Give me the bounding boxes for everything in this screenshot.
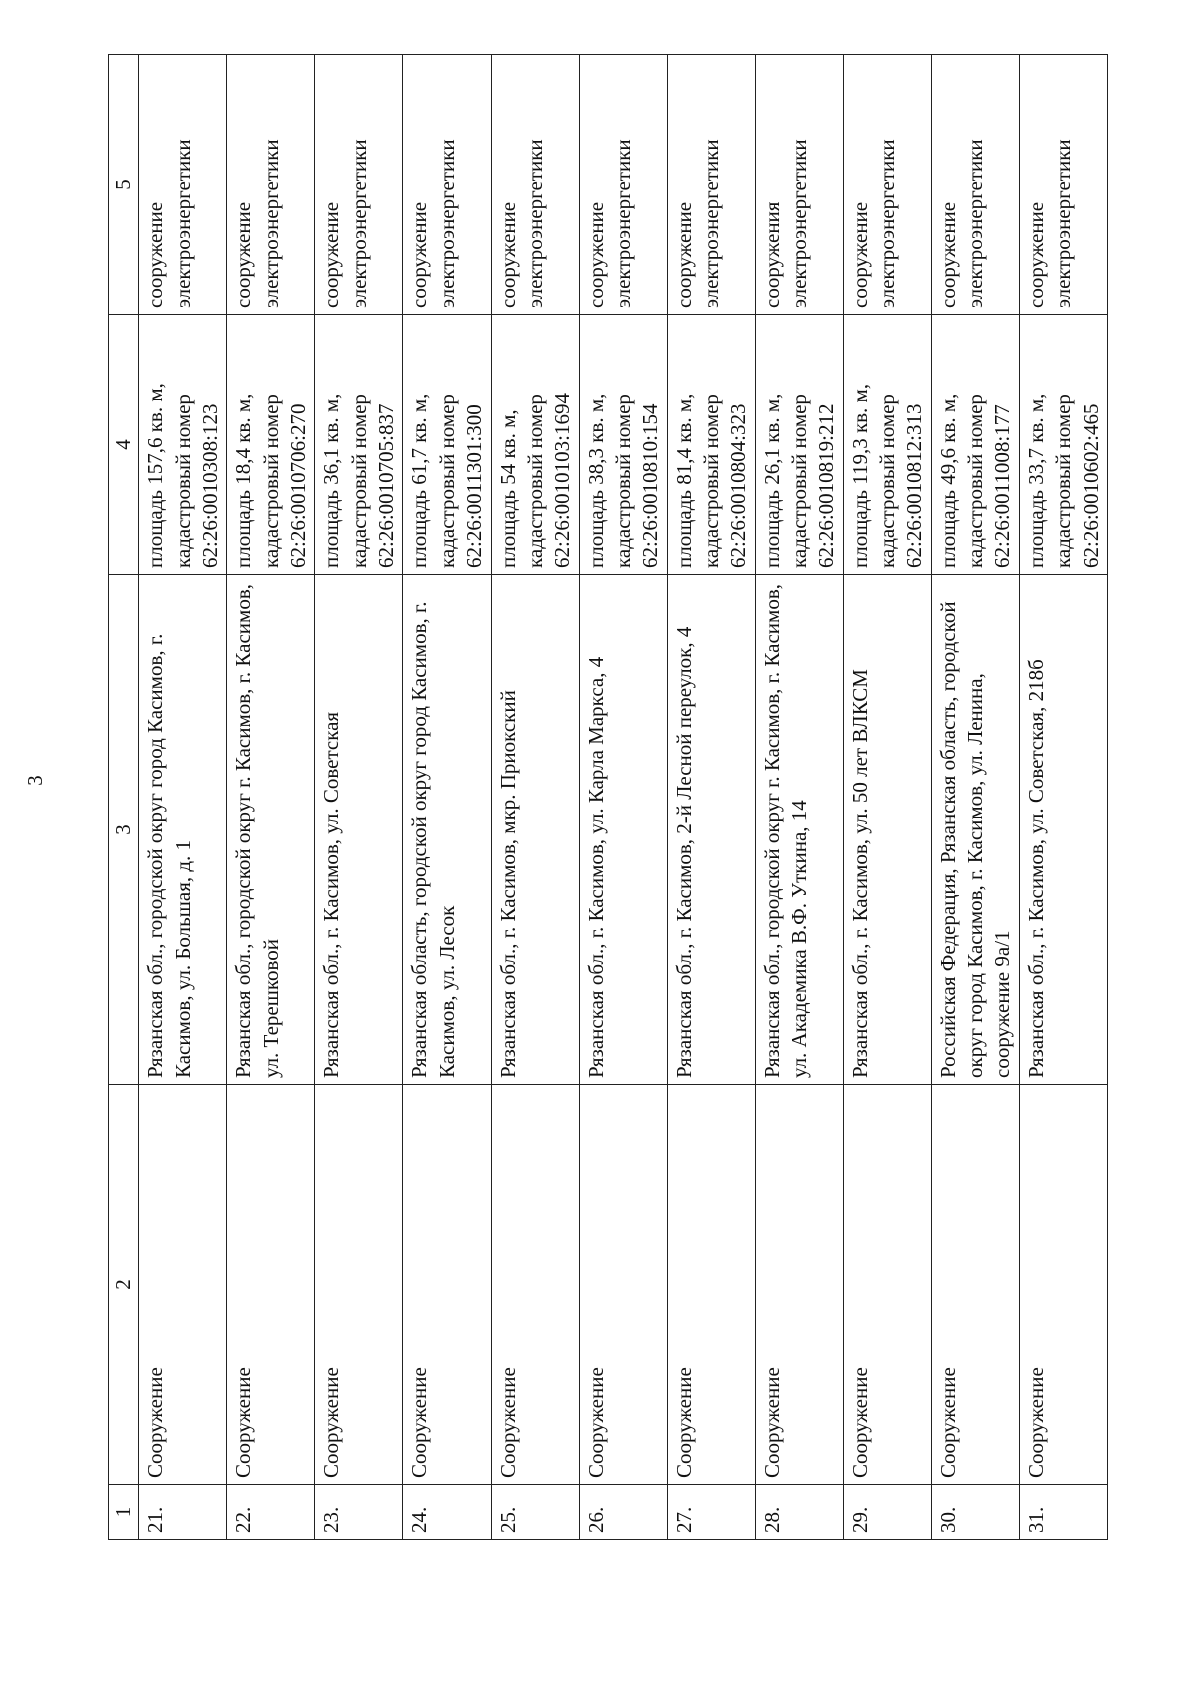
table-row [843, 55, 931, 1540]
row-number-cell: 24. [403, 1485, 491, 1540]
object-address-cell: Рязанская обл., г. Касимов, ул. Советская [315, 575, 403, 1085]
object-area-cadastral-cell: площадь 49,6 кв. м, кадастровый номер 62:26:0011008:177 [931, 315, 1019, 575]
table-row [315, 55, 403, 1540]
property-table [108, 54, 1108, 1540]
object-type-cell: Сооружение [755, 1085, 843, 1485]
object-address-cell: Рязанская обл., г. Касимов, 2-й Лесной переулок, 4 [667, 575, 755, 1085]
row-number-cell: 21. [139, 1485, 227, 1540]
column-header: 1 [109, 1485, 139, 1540]
row-number-cell: 27. [667, 1485, 755, 1540]
object-area-cadastral-cell: площадь 18,4 кв. м, кадастровый номер 62:26:0010706:270 [227, 315, 315, 575]
table-row [755, 55, 843, 1540]
object-purpose-cell: сооружение электроэнергетики [315, 55, 403, 315]
object-purpose-cell: сооружение электроэнергетики [931, 55, 1019, 315]
object-area-cadastral-cell: площадь 33,7 кв. м, кадастровый номер 62:26:0010602:465 [1019, 315, 1107, 575]
table-row [403, 55, 491, 1540]
object-address-cell: Рязанская область, городской округ город Касимов, г. Касимов, ул. Лесок [403, 575, 491, 1085]
row-number-cell: 31. [1019, 1485, 1107, 1540]
row-number-cell: 26. [579, 1485, 667, 1540]
object-purpose-cell: сооружение электроэнергетики [139, 55, 227, 315]
table-row [227, 55, 315, 1540]
object-area-cadastral-cell: площадь 119,3 кв. м, кадастровый номер 62:26:0010812:313 [843, 315, 931, 575]
object-type-cell: Сооружение [843, 1085, 931, 1485]
object-address-cell: Рязанская обл., городской округ г. Касимов, г. Касимов, ул. Терешковой [227, 575, 315, 1085]
object-type-cell: Сооружение [1019, 1085, 1107, 1485]
table-row [1019, 55, 1107, 1540]
object-purpose-cell: сооружение электроэнергетики [491, 55, 579, 315]
object-purpose-cell: сооружение электроэнергетики [579, 55, 667, 315]
row-number-cell: 30. [931, 1485, 1019, 1540]
object-purpose-cell: сооружение электроэнергетики [227, 55, 315, 315]
table-header-row [109, 55, 139, 1540]
object-area-cadastral-cell: площадь 26,1 кв. м, кадастровый номер 62:26:0010819:212 [755, 315, 843, 575]
object-type-cell: Сооружение [139, 1085, 227, 1485]
object-purpose-cell: сооружение электроэнергетики [1019, 55, 1107, 315]
table-row [931, 55, 1019, 1540]
page-number: 3 [22, 775, 47, 786]
column-header: 2 [109, 1085, 139, 1485]
object-purpose-cell: сооружения электроэнергетики [755, 55, 843, 315]
object-type-cell: Сооружение [579, 1085, 667, 1485]
object-type-cell: Сооружение [667, 1085, 755, 1485]
object-type-cell: Сооружение [491, 1085, 579, 1485]
row-number-cell: 28. [755, 1485, 843, 1540]
column-header: 4 [109, 315, 139, 575]
object-type-cell: Сооружение [227, 1085, 315, 1485]
object-area-cadastral-cell: площадь 61,7 кв. м, кадастровый номер 62:26:0011301:300 [403, 315, 491, 575]
table-row [139, 55, 227, 1540]
row-number-cell: 22. [227, 1485, 315, 1540]
table-body [139, 55, 1108, 1540]
rotated-table-container [108, 55, 1108, 1540]
object-address-cell: Рязанская обл., городской округ город Касимов, г. Касимов, ул. Большая, д. 1 [139, 575, 227, 1085]
object-address-cell: Рязанская обл., городской округ г. Касимов, г. Касимов, ул. Академика В.Ф. Уткина, 14 [755, 575, 843, 1085]
object-address-cell: Рязанская обл., г. Касимов, мкр. Приокский [491, 575, 579, 1085]
object-type-cell: Сооружение [931, 1085, 1019, 1485]
object-area-cadastral-cell: площадь 157,6 кв. м, кадастровый номер 62:26:0010308:123 [139, 315, 227, 575]
object-address-cell: Рязанская обл., г. Касимов, ул. Карла Маркса, 4 [579, 575, 667, 1085]
table-row [491, 55, 579, 1540]
table-row [667, 55, 755, 1540]
column-header: 5 [109, 55, 139, 315]
column-header: 3 [109, 575, 139, 1085]
object-type-cell: Сооружение [315, 1085, 403, 1485]
object-address-cell: Рязанская обл., г. Касимов, ул. 50 лет ВЛКСМ [843, 575, 931, 1085]
row-number-cell: 23. [315, 1485, 403, 1540]
object-address-cell: Российская Федерация, Рязанская область, городской округ город Касимов, г. Касимов, ул. Ленина, сооружение 9а/1 [931, 575, 1019, 1085]
object-purpose-cell: сооружение электроэнергетики [403, 55, 491, 315]
object-area-cadastral-cell: площадь 36,1 кв. м, кадастровый номер 62:26:0010705:837 [315, 315, 403, 575]
row-number-cell: 29. [843, 1485, 931, 1540]
object-area-cadastral-cell: площадь 38,3 кв. м, кадастровый номер 62:26:0010810:154 [579, 315, 667, 575]
object-purpose-cell: сооружение электроэнергетики [843, 55, 931, 315]
object-area-cadastral-cell: площадь 81,4 кв. м, кадастровый номер 62:26:0010804:323 [667, 315, 755, 575]
object-area-cadastral-cell: площадь 54 кв. м, кадастровый номер 62:26:0010103:1694 [491, 315, 579, 575]
object-address-cell: Рязанская обл., г. Касимов, ул. Советская, 218б [1019, 575, 1107, 1085]
object-type-cell: Сооружение [403, 1085, 491, 1485]
object-purpose-cell: сооружение электроэнергетики [667, 55, 755, 315]
table-row [579, 55, 667, 1540]
row-number-cell: 25. [491, 1485, 579, 1540]
